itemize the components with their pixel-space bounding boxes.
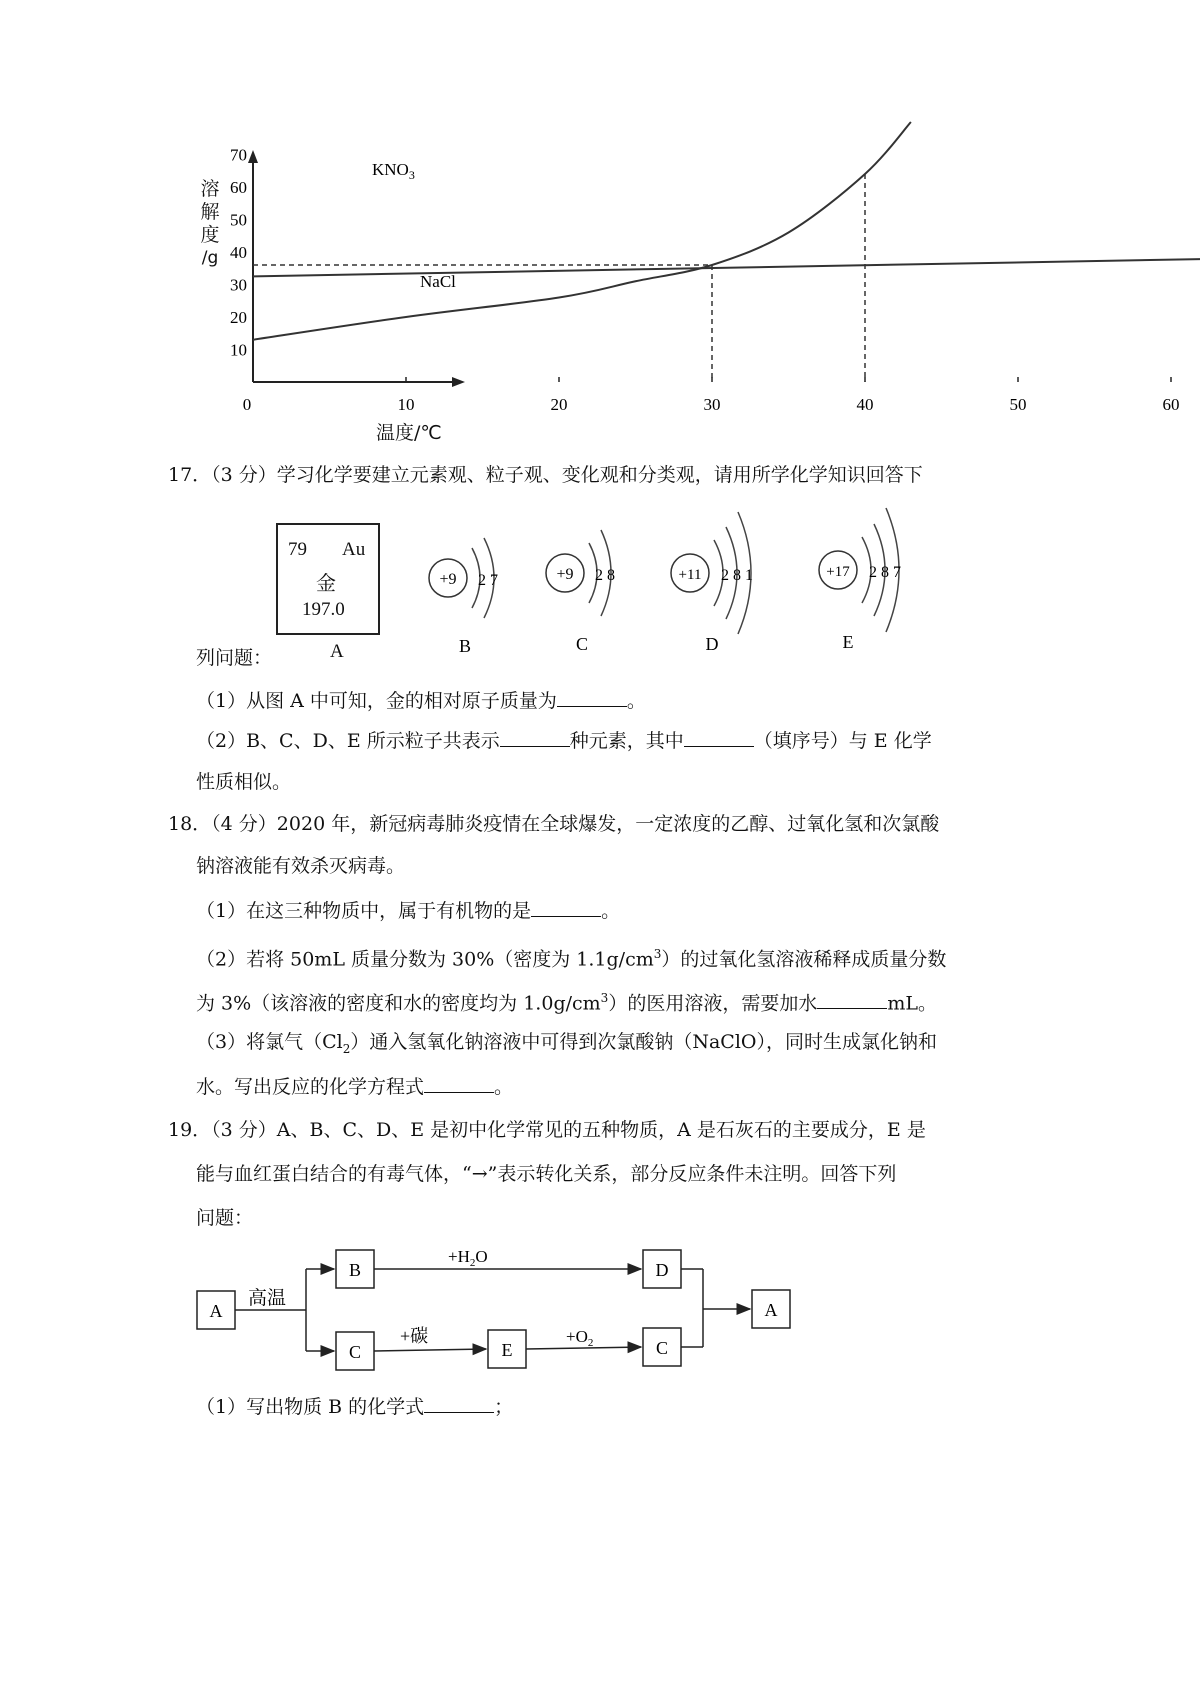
q19-stem-1: 19．（3 分）A、B、C、D、E 是初中化学常见的五种物质，A 是石灰石的主要成分，E 是 xyxy=(168,1119,926,1141)
q17-stem: 17．（3 分）学习化学要建立元素观、粒子观、变化观和分类观，请用所学化学知识回答下 xyxy=(168,464,923,486)
solubility-chart xyxy=(190,145,1180,455)
x-tick-label: 10 xyxy=(397,395,415,414)
kno3-label: $KNO_3$ xyxy=(372,160,415,182)
q19-stem-2: 能与血红蛋白结合的有毒气体，“→”表示转化关系，部分反应条件未注明。回答下列 xyxy=(196,1163,897,1185)
answer-blank[interactable] xyxy=(817,990,887,1009)
q17-part1: （1）从图 A 中可知，金的相对原子质量为 。 xyxy=(196,690,646,712)
y-tick-label: 10 xyxy=(230,340,247,360)
card-label-a: A xyxy=(330,641,344,662)
svg-text:C: C xyxy=(655,1338,669,1358)
box-b xyxy=(336,1250,374,1288)
answer-blank[interactable] xyxy=(531,898,601,917)
answer-blank[interactable] xyxy=(500,728,570,747)
x-axis-arrow xyxy=(452,377,465,387)
label-high-temp: 高温 xyxy=(248,1288,287,1309)
svg-text:D: D xyxy=(655,1260,669,1280)
atomic-mass: 197.0 xyxy=(302,599,345,620)
answer-blank[interactable] xyxy=(557,688,627,707)
kno3-curve xyxy=(253,122,911,340)
label-plus-carbon: +碳 xyxy=(400,1326,429,1346)
atom-d-shells: 2 8 1 xyxy=(721,567,753,584)
svg-text:A: A xyxy=(209,1301,223,1321)
box-d xyxy=(643,1250,681,1288)
x-tick-labels xyxy=(243,395,1180,414)
atom-b xyxy=(429,538,498,656)
atomic-number: 79 xyxy=(288,539,307,560)
atom-b-nucleus: +9 xyxy=(439,571,457,588)
q18-part2-cont: 为 3%（该溶液的密度和水的密度均为 $1.0g/cm^3$）的医用溶液，需要加水 mL。 xyxy=(196,991,937,1015)
x-tick-label: 20 xyxy=(550,395,568,414)
q18-part3: （3）将氯气$(Cl_2)$通入氢氧化钠溶液中可得到次氯酸钠（NaClO），同时生成氯化钠和 xyxy=(196,1031,937,1056)
atom-e-nucleus: +17 xyxy=(826,564,850,580)
x-tick-label: 60 xyxy=(1162,395,1180,414)
atom-d-label: D xyxy=(705,634,719,654)
arrow-c-to-e xyxy=(374,1349,486,1351)
atom-c-nucleus: +9 xyxy=(556,566,574,583)
element-name: 金 xyxy=(316,571,336,595)
atom-c-shells: 2 8 xyxy=(595,567,615,584)
box-c xyxy=(336,1332,374,1370)
svg-text:E: E xyxy=(501,1340,513,1360)
svg-text:A: A xyxy=(764,1300,778,1320)
q18-part3-cont: 水。写出反应的化学方程式 。 xyxy=(196,1076,514,1098)
y-tick-label: 20 xyxy=(230,308,247,327)
box-e xyxy=(488,1330,526,1368)
label-plus-h2o: $+H_2O$ xyxy=(448,1247,488,1269)
x-tick-label: 50 xyxy=(1009,395,1027,414)
element-card-au xyxy=(276,523,380,635)
atom-d xyxy=(671,512,753,654)
arrow-e-to-c xyxy=(526,1347,641,1349)
atom-b-label: B xyxy=(458,636,472,656)
nacl-label: NaCl xyxy=(420,272,456,291)
q18-part2: （2）若将 50mL 质量分数为 30%（密度为 $1.1g/cm^3$）的过氧化氢溶液稀释成质量分数 xyxy=(196,947,947,971)
q17-stem-cont: 列问题： xyxy=(196,647,273,669)
intersection-dashed-guide xyxy=(253,265,712,382)
q17-part2-cont: 性质相似。 xyxy=(196,771,292,793)
q18-stem-2: 钠溶液能有效杀灭病毒。 xyxy=(196,855,406,877)
y-axis-title: 溶 解 度 /g xyxy=(200,178,220,268)
label-plus-o2: $+O_2$ xyxy=(566,1327,594,1349)
svg-text:C: C xyxy=(348,1342,362,1362)
atom-e xyxy=(819,508,901,652)
atom-d-nucleus: +11 xyxy=(678,567,702,583)
atom-c-label: C xyxy=(575,634,589,654)
svg-text:B: B xyxy=(348,1260,362,1280)
x-tick-label: 30 xyxy=(703,395,721,414)
box-c-second xyxy=(643,1328,681,1366)
y-tick-label: 70 xyxy=(230,145,247,165)
y-tick-label: 30 xyxy=(230,275,247,295)
atom-diagrams xyxy=(410,500,930,660)
q19-part1: （1）写出物质 B 的化学式 ； xyxy=(196,1396,514,1418)
y-tick-label: 40 xyxy=(230,243,247,262)
x-axis-title: 温度/℃ xyxy=(376,422,442,444)
y-axis-arrow xyxy=(248,150,258,163)
box-a-end xyxy=(752,1290,790,1328)
q18-part1: （1）在这三种物质中，属于有机物的是 。 xyxy=(196,900,621,922)
q17-part2: （2）B、C、D、E 所示粒子共表示 种元素，其中 （填序号）与 E 化学 xyxy=(196,730,932,752)
element-symbol: Au xyxy=(342,539,366,560)
x-tick-marks xyxy=(406,377,1171,382)
x-tick-label: 40 xyxy=(856,395,874,414)
answer-blank[interactable] xyxy=(424,1074,494,1093)
y-tick-label: 60 xyxy=(230,178,247,197)
y-tick-labels xyxy=(230,146,247,360)
x-tick-label: 0 xyxy=(242,395,252,414)
q18-stem-1: 18．（4 分）2020 年，新冠病毒肺炎疫情在全球爆发，一定浓度的乙醇、过氧化氢和次氯酸 xyxy=(168,813,940,835)
answer-blank[interactable] xyxy=(424,1394,494,1413)
conversion-flow-diagram xyxy=(190,1235,800,1380)
atom-c xyxy=(546,530,615,654)
y-tick-label: 50 xyxy=(230,210,247,230)
atom-e-shells: 2 8 7 xyxy=(869,564,901,581)
answer-blank[interactable] xyxy=(684,728,754,747)
atom-b-shells: 2 7 xyxy=(478,572,498,589)
q19-stem-3: 问题： xyxy=(196,1207,254,1229)
box-a-start xyxy=(197,1291,235,1329)
atom-e-label: E xyxy=(842,632,854,652)
